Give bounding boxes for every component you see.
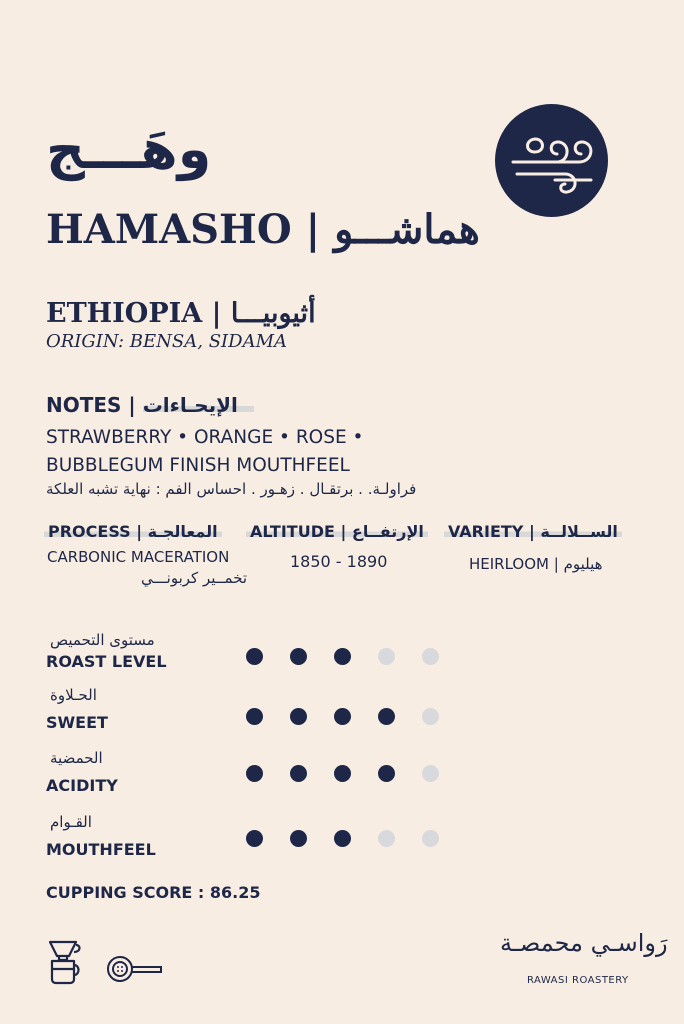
origin-detail: ORIGIN: BENSA, SIDAMA: [46, 331, 287, 352]
process-heading: [44, 522, 222, 541]
rating-dots-acidity: [246, 765, 439, 782]
rating-dot-filled: [334, 648, 351, 665]
rating-dot-filled: [378, 708, 395, 725]
notes-heading-ar: الإيحـاءات: [143, 393, 254, 417]
rating-dot-filled: [334, 708, 351, 725]
process-value: CARBONIC MACERATION: [47, 548, 230, 566]
altitude-heading: [246, 522, 428, 541]
rating-label-ar: الحمضية: [50, 749, 103, 767]
process-value-ar: تخمــير كربونـــي: [141, 569, 248, 587]
notes-line-2: BUBBLEGUM FINISH MOUTHFEEL: [46, 455, 350, 476]
brand-logo: [495, 104, 608, 217]
rating-dot-empty: [378, 830, 395, 847]
process-label: PROCESS | المعالجـة: [44, 522, 222, 541]
rating-dot-filled: [378, 765, 395, 782]
notes-arabic: فراولـة. . برتقـال . زهـور . احساس الفم : نهاية تشبه العلكة: [46, 480, 417, 498]
variety-heading: [444, 522, 622, 541]
rating-label-ar: القـوام: [50, 813, 92, 831]
rating-dot-filled: [334, 765, 351, 782]
rating-dot-filled: [246, 708, 263, 725]
variety-value: HEIRLOOM | هيليوم: [469, 555, 603, 573]
brand-name-ar: رَواسـي محمصـة: [500, 929, 668, 957]
notes-heading-en: NOTES |: [46, 393, 143, 417]
rating-dot-filled: [290, 708, 307, 725]
rating-dot-filled: [290, 765, 307, 782]
cupping-score: CUPPING SCORE : 86.25: [46, 883, 261, 902]
rating-dot-filled: [290, 830, 307, 847]
rating-dot-empty: [422, 765, 439, 782]
rating-dot-empty: [422, 648, 439, 665]
espresso-portafilter-icon: [106, 955, 164, 989]
rating-label-en: SWEET: [46, 713, 108, 732]
notes-heading: [46, 393, 254, 417]
rating-label-en: ROAST LEVEL: [46, 652, 167, 671]
origin-country: ETHIOPIA | أثيوبيـــا: [46, 298, 316, 329]
rating-dot-filled: [334, 830, 351, 847]
rating-label-en: ACIDITY: [46, 776, 118, 795]
rating-dot-filled: [246, 765, 263, 782]
rating-label-ar: الحـلاوة: [50, 686, 97, 704]
rating-dot-empty: [378, 648, 395, 665]
brand-name-en: RAWASI ROASTERY: [527, 975, 629, 986]
coffee-name: HAMASHO | هماشـــو: [46, 206, 480, 253]
rating-dots-roast: [246, 648, 439, 665]
rating-dot-empty: [422, 830, 439, 847]
notes-english: [46, 424, 363, 480]
rating-dots-mouthfeel: [246, 830, 439, 847]
arabic-title: وهَـــج: [46, 118, 212, 181]
rating-label-en: MOUTHFEEL: [46, 840, 156, 859]
variety-label: VARIETY | الســلالــة: [444, 522, 622, 541]
wind-swirl-icon: [495, 104, 608, 217]
notes-line-1: STRAWBERRY • ORANGE • ROSE •: [46, 427, 364, 448]
rating-dot-filled: [246, 830, 263, 847]
rating-label-ar: مستوى التحميص: [50, 631, 155, 649]
rating-dot-empty: [422, 708, 439, 725]
rating-dots-sweet: [246, 708, 439, 725]
altitude-value: 1850 - 1890: [290, 552, 388, 571]
altitude-label: ALTITUDE | الإرتفــاع: [246, 522, 428, 541]
rating-dot-filled: [290, 648, 307, 665]
rating-dot-filled: [246, 648, 263, 665]
pour-over-icon: [47, 939, 83, 989]
